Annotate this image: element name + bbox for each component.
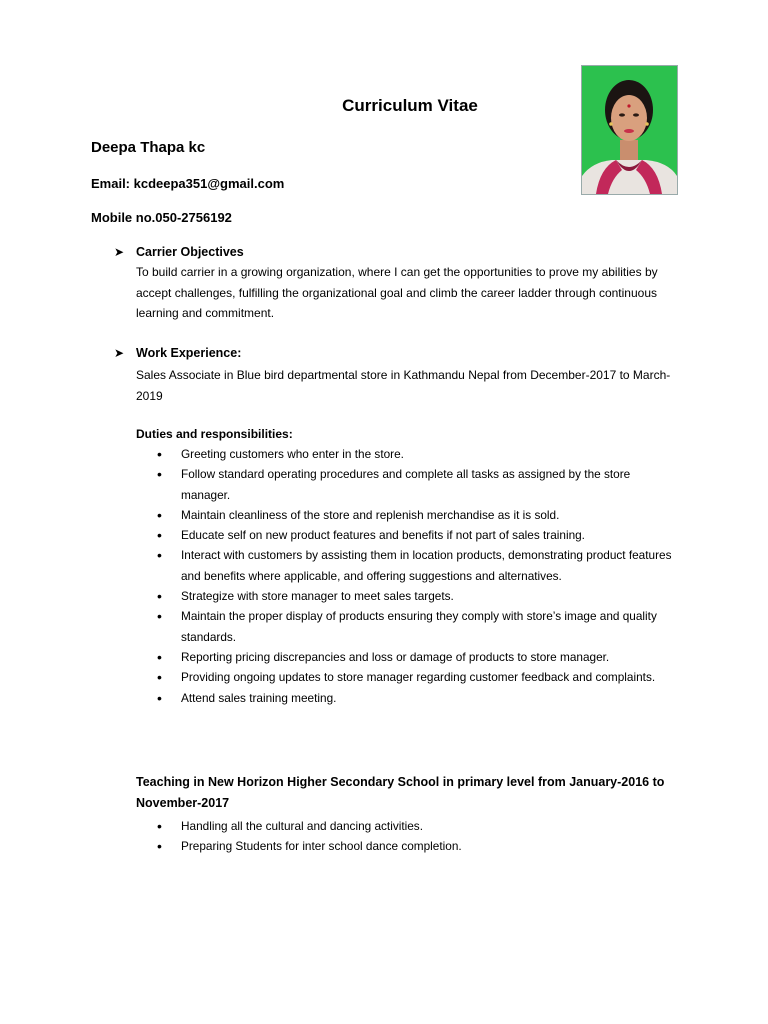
list-item-text: Strategize with store manager to meet sales targets. [181, 589, 454, 604]
bullet-dot-icon: • [157, 838, 162, 855]
list-item [157, 816, 677, 836]
objective-text: To build carrier in a growing organization, where I can get the opportunities to prove my abilities by accept challenges, fulfilling the organizational goal and climb the career ladder through continuous learning and commitment. [136, 265, 658, 320]
list-item [157, 444, 677, 464]
list-item [157, 525, 677, 545]
bullet-dot-icon: • [157, 588, 162, 605]
profile-photo [581, 65, 678, 195]
bullet-dot-icon: • [157, 608, 162, 625]
list-item [157, 505, 677, 525]
list-item-text: Attend sales training meeting. [181, 690, 337, 705]
portrait-illustration [582, 66, 677, 194]
bullet-dot-icon: • [157, 527, 162, 544]
duties-heading: Duties and responsibilities: [136, 427, 293, 441]
list-item-text: Providing ongoing updates to store manager regarding customer feedback and complaints. [181, 670, 656, 685]
job2-list [157, 816, 677, 857]
arrow-bullet-icon: ➤ [114, 245, 125, 259]
objective-heading-text: Carrier Objectives [136, 245, 244, 259]
list-item [157, 606, 677, 647]
bullet-dot-icon: • [157, 648, 162, 665]
list-item [157, 667, 677, 687]
list-item [157, 836, 677, 856]
bullet-dot-icon: • [157, 818, 162, 834]
objective-heading [114, 245, 244, 259]
list-item-text: Preparing Students for inter school dance completion. [181, 839, 462, 854]
job1-description: Sales Associate in Blue bird departmental store in Kathmandu Nepal from December-2017 to March-2019 [136, 368, 671, 403]
email-line: Email: kcdeepa351@gmail.com [91, 176, 285, 191]
list-item [157, 647, 677, 667]
list-item-text: Handling all the cultural and dancing activities. [181, 819, 423, 833]
bullet-dot-icon: • [157, 506, 162, 523]
mobile-line: Mobile no.050-2756192 [91, 210, 232, 225]
list-item-text: Maintain the proper display of products ensuring they comply with store’s image and quality standards. [181, 609, 657, 644]
bullet-dot-icon: • [157, 689, 162, 706]
duties-list [157, 444, 677, 708]
experience-heading [114, 346, 241, 360]
list-item [157, 464, 677, 505]
document-title: Curriculum Vitae [342, 96, 478, 115]
list-item [157, 688, 677, 708]
arrow-bullet-icon: ➤ [114, 346, 125, 360]
bullet-dot-icon: • [157, 547, 162, 564]
list-item-text: Maintain cleanliness of the store and replenish merchandise as it is sold. [181, 507, 560, 522]
experience-heading-text: Work Experience: [136, 346, 242, 360]
list-item [157, 586, 677, 606]
bullet-dot-icon: • [157, 446, 162, 462]
list-item-text: Reporting pricing discrepancies and loss or damage of products to store manager. [181, 649, 610, 664]
bullet-dot-icon: • [157, 669, 162, 686]
list-item-text: Educate self on new product features and benefits if not part of sales training. [181, 528, 585, 543]
list-item [157, 545, 677, 586]
list-item-text: Follow standard operating procedures and complete all tasks as assigned by the store manager. [181, 467, 631, 502]
job2-heading: Teaching in New Horizon Higher Secondary School in primary level from January-2016 to November-2017 [136, 775, 665, 810]
list-item-text: Greeting customers who enter in the store. [181, 447, 404, 461]
list-item-text: Interact with customers by assisting them in location products, demonstrating product features and benefits where applicable, and offering suggestions and alternatives. [181, 548, 672, 583]
bullet-dot-icon: • [157, 466, 162, 483]
candidate-name: Deepa Thapa kc [91, 139, 206, 156]
